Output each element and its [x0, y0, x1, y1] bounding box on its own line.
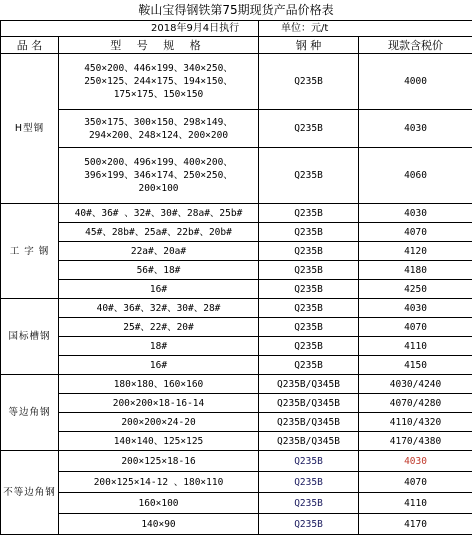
table-row [1, 337, 472, 356]
price-cell: 4170 [359, 514, 472, 535]
table-row [1, 280, 472, 299]
spec-cell [59, 299, 259, 318]
table-row [1, 472, 472, 493]
table-row [1, 493, 472, 514]
spec-cell [59, 223, 259, 242]
steel-grade-cell: Q235B [259, 493, 359, 514]
header-spec: 型 号 规 格 [59, 37, 259, 54]
table-row [1, 261, 472, 280]
steel-grade-cell: Q235B [259, 280, 359, 299]
price-cell: 4070/4280 [359, 394, 472, 413]
table-row [1, 413, 472, 432]
spec-line: 200×200×24-20 [59, 416, 258, 429]
spec-line: 250×125、244×175、194×150、 [59, 75, 258, 88]
price-cell: 4120 [359, 242, 472, 261]
spec-cell [59, 432, 259, 451]
spec-cell [59, 242, 259, 261]
price-cell: 4030 [359, 451, 472, 472]
table-row [1, 110, 472, 148]
price-cell: 4030 [359, 299, 472, 318]
spec-cell [59, 413, 259, 432]
price-cell: 4070 [359, 223, 472, 242]
table-row [1, 394, 472, 413]
price-cell: 4110 [359, 337, 472, 356]
spec-line: 18# [59, 340, 258, 353]
product-category: H型钢 [1, 54, 59, 204]
spec-line: 16# [59, 359, 258, 372]
spec-cell [59, 318, 259, 337]
price-cell: 4070 [359, 472, 472, 493]
spec-line: 25#、22#、20# [59, 321, 258, 334]
steel-grade-cell: Q235B [259, 54, 359, 110]
spec-cell [59, 280, 259, 299]
steel-grade-cell: Q235B/Q345B [259, 375, 359, 394]
header-steel-grade: 钢 种 [259, 37, 359, 54]
price-cell: 4030 [359, 204, 472, 223]
spec-line: 350×175、300×150、298×149、 [59, 116, 258, 129]
price-cell: 4180 [359, 261, 472, 280]
spec-line: 56#、18# [59, 264, 258, 277]
spec-cell [59, 472, 259, 493]
spec-line: 200×125×18-16 [59, 455, 258, 468]
spec-line: 140×90 [59, 518, 258, 531]
price-cell: 4030/4240 [359, 375, 472, 394]
table-row [1, 148, 472, 204]
steel-grade-cell: Q235B [259, 318, 359, 337]
spec-line: 40#、36# 、32#、30#、28a#、25b# [59, 207, 258, 220]
steel-grade-cell: Q235B [259, 514, 359, 535]
product-category: 不等边角钢 [1, 451, 59, 535]
product-category: 工 字 钢 [1, 204, 59, 299]
page-title: 鞍山宝得钢铁第75期现货产品价格表 [0, 0, 472, 20]
spec-line: 396×199、346×174、250×250、 [59, 169, 258, 182]
spec-line: 200×100 [59, 182, 258, 195]
spec-line: 180×180、160×160 [59, 378, 258, 391]
table-row [1, 318, 472, 337]
spec-line: 140×140、125×125 [59, 435, 258, 448]
header-name: 品 名 [1, 37, 59, 54]
price-cell: 4000 [359, 54, 472, 110]
steel-grade-cell: Q235B [259, 110, 359, 148]
price-table [0, 20, 472, 535]
table-row [1, 204, 472, 223]
spec-cell [59, 493, 259, 514]
spec-line: 45#、28b#、25a#、22b#、20b# [59, 226, 258, 239]
price-cell: 4070 [359, 318, 472, 337]
spec-line: 16# [59, 283, 258, 296]
steel-grade-cell: Q235B [259, 451, 359, 472]
steel-grade-cell: Q235B [259, 356, 359, 375]
price-cell: 4060 [359, 148, 472, 204]
price-cell: 4110/4320 [359, 413, 472, 432]
table-row [1, 375, 472, 394]
price-cell: 4110 [359, 493, 472, 514]
spec-cell [59, 204, 259, 223]
steel-grade-cell: Q235B [259, 223, 359, 242]
steel-grade-cell: Q235B/Q345B [259, 394, 359, 413]
spec-line: 500×200、496×199、400×200、 [59, 156, 258, 169]
spec-line: 175×175、150×150 [59, 88, 258, 101]
price-cell: 4150 [359, 356, 472, 375]
spec-cell [59, 110, 259, 148]
steel-grade-cell: Q235B [259, 472, 359, 493]
table-row [1, 223, 472, 242]
spec-cell [59, 148, 259, 204]
steel-grade-cell: Q235B [259, 204, 359, 223]
product-category: 国标槽钢 [1, 299, 59, 375]
table-row [1, 356, 472, 375]
header-price: 现款含税价 [359, 37, 472, 54]
spec-cell [59, 261, 259, 280]
price-cell: 4030 [359, 110, 472, 148]
steel-grade-cell: Q235B [259, 242, 359, 261]
steel-grade-cell: Q235B [259, 299, 359, 318]
steel-grade-cell: Q235B/Q345B [259, 432, 359, 451]
steel-grade-cell: Q235B/Q345B [259, 413, 359, 432]
table-row [1, 299, 472, 318]
price-cell: 4170/4380 [359, 432, 472, 451]
effective-date: 2018年9月4日执行 [1, 21, 259, 37]
spec-line: 294×200、248×124、200×200 [59, 129, 258, 142]
spec-cell [59, 54, 259, 110]
spec-line: 22a#、20a# [59, 245, 258, 258]
table-row [1, 54, 472, 110]
table-row [1, 514, 472, 535]
spec-cell [59, 337, 259, 356]
spec-line: 40#、36#、32#、30#、28# [59, 302, 258, 315]
table-row [1, 451, 472, 472]
spec-cell [59, 356, 259, 375]
table-row [1, 432, 472, 451]
spec-line: 200×200×18-16-14 [59, 397, 258, 410]
spec-cell [59, 514, 259, 535]
steel-grade-cell: Q235B [259, 337, 359, 356]
table-row [1, 242, 472, 261]
unit-label: 单位：元/t [259, 21, 472, 37]
spec-cell [59, 375, 259, 394]
product-category: 等边角钢 [1, 375, 59, 451]
steel-grade-cell: Q235B [259, 261, 359, 280]
spec-line: 450×200、446×199、340×250、 [59, 62, 258, 75]
price-cell: 4250 [359, 280, 472, 299]
spec-cell [59, 394, 259, 413]
spec-line: 160×100 [59, 497, 258, 510]
spec-cell [59, 451, 259, 472]
steel-grade-cell: Q235B [259, 148, 359, 204]
spec-line: 200×125×14-12 、180×110 [59, 476, 258, 489]
